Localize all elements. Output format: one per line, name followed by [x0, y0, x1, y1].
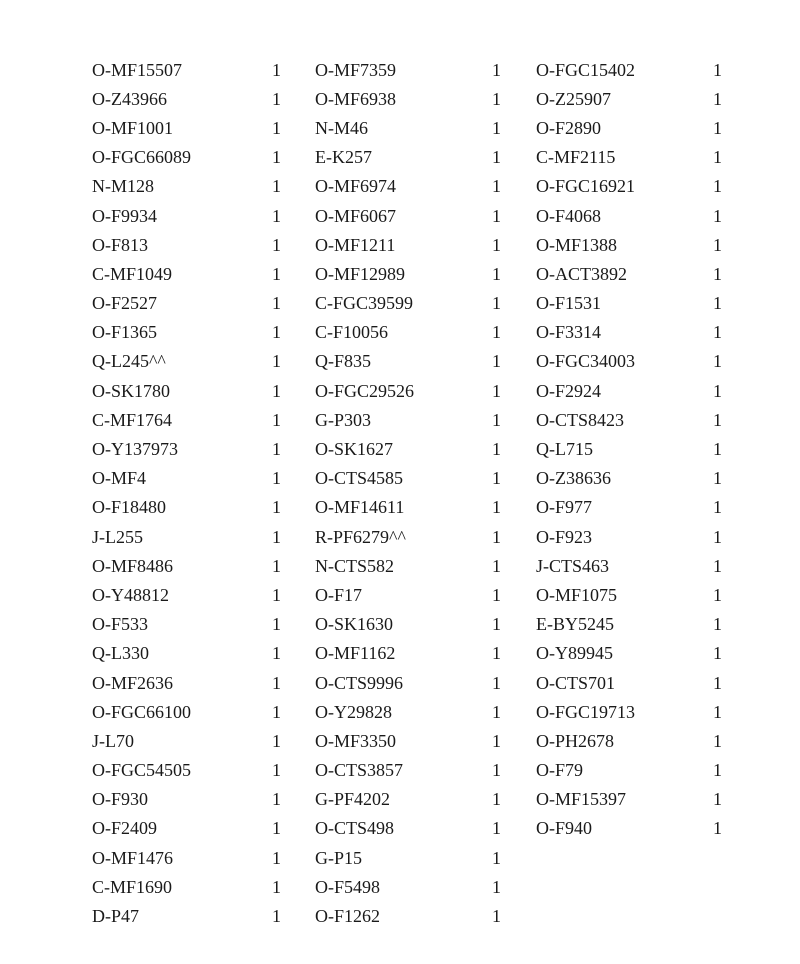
list-item	[315, 464, 501, 493]
marker-count: 1	[713, 263, 722, 284]
list-item	[315, 901, 501, 930]
list-item	[536, 201, 722, 230]
list-item	[92, 464, 281, 493]
marker-count: 1	[272, 263, 281, 284]
list-item	[536, 551, 722, 580]
marker-label: O-Z25907	[536, 88, 611, 109]
marker-count: 1	[713, 760, 722, 781]
marker-label: O-MF1001	[92, 117, 174, 138]
marker-label: O-F18480	[92, 497, 167, 518]
marker-label: O-FGC66089	[92, 147, 192, 168]
list-item	[315, 610, 501, 639]
list-item	[536, 668, 722, 697]
list-item	[536, 143, 722, 172]
marker-label: O-MF14611	[315, 497, 405, 518]
marker-count: 1	[492, 701, 501, 722]
marker-label: O-F4068	[536, 205, 602, 226]
marker-label: O-F1365	[92, 322, 158, 343]
marker-count: 1	[713, 59, 722, 80]
list-item	[315, 668, 501, 697]
marker-count: 1	[492, 176, 501, 197]
marker-label: O-F17	[315, 584, 363, 605]
marker-count: 1	[492, 614, 501, 635]
marker-count: 1	[272, 117, 281, 138]
marker-label: Q-L715	[536, 439, 593, 460]
marker-label: O-F977	[536, 497, 593, 518]
marker-label: J-L255	[92, 526, 143, 547]
marker-label: O-MF7359	[315, 59, 397, 80]
list-item	[315, 347, 501, 376]
list-item	[92, 668, 281, 697]
list-item	[315, 143, 501, 172]
marker-label: O-ACT3892	[536, 263, 627, 284]
marker-label: E-BY5245	[536, 614, 614, 635]
marker-count: 1	[492, 847, 501, 868]
marker-count: 1	[492, 147, 501, 168]
marker-count: 1	[272, 380, 281, 401]
column-2	[315, 55, 501, 931]
list-item	[92, 55, 281, 84]
list-item	[315, 230, 501, 259]
list-item	[92, 639, 281, 668]
column-1	[92, 55, 281, 931]
marker-count: 1	[713, 672, 722, 693]
marker-count: 1	[272, 205, 281, 226]
marker-label: R-PF6279^^	[315, 526, 406, 547]
marker-count: 1	[492, 234, 501, 255]
marker-label: O-CTS8423	[536, 409, 625, 430]
marker-count: 1	[713, 614, 722, 635]
marker-label: J-CTS463	[536, 555, 610, 576]
marker-count: 1	[272, 59, 281, 80]
list-item	[92, 405, 281, 434]
marker-label: O-F813	[92, 234, 149, 255]
list-item	[536, 318, 722, 347]
list-item	[315, 201, 501, 230]
list-item	[536, 376, 722, 405]
marker-label: O-F2924	[536, 380, 602, 401]
list-item	[536, 697, 722, 726]
marker-count: 1	[272, 643, 281, 664]
marker-label: C-MF1764	[92, 409, 173, 430]
marker-count: 1	[492, 497, 501, 518]
marker-count: 1	[713, 409, 722, 430]
marker-label: Q-F835	[315, 351, 372, 372]
marker-label: E-K257	[315, 147, 372, 168]
marker-count: 1	[713, 147, 722, 168]
marker-count: 1	[713, 643, 722, 664]
list-item	[536, 814, 722, 843]
marker-label: O-FGC15402	[536, 59, 636, 80]
marker-count: 1	[713, 818, 722, 839]
marker-count: 1	[713, 88, 722, 109]
list-item	[315, 551, 501, 580]
list-item	[92, 843, 281, 872]
marker-count: 1	[272, 351, 281, 372]
marker-count: 1	[492, 322, 501, 343]
marker-label: D-P47	[92, 906, 140, 927]
marker-label: O-F2890	[536, 117, 602, 138]
marker-count: 1	[492, 293, 501, 314]
list-item	[536, 230, 722, 259]
marker-count: 1	[272, 468, 281, 489]
marker-label: O-F5498	[315, 876, 381, 897]
list-item	[536, 113, 722, 142]
marker-count: 1	[492, 263, 501, 284]
marker-count: 1	[713, 468, 722, 489]
marker-label: O-FGC16921	[536, 176, 636, 197]
list-item	[315, 172, 501, 201]
marker-count: 1	[272, 701, 281, 722]
marker-count: 1	[272, 497, 281, 518]
list-item	[92, 347, 281, 376]
marker-label: O-SK1630	[315, 614, 394, 635]
marker-count: 1	[713, 555, 722, 576]
marker-count: 1	[272, 584, 281, 605]
marker-label: O-F1262	[315, 906, 381, 927]
list-item	[92, 376, 281, 405]
marker-label: O-FGC66100	[92, 701, 192, 722]
list-item	[315, 522, 501, 551]
marker-label: G-PF4202	[315, 789, 391, 810]
marker-count: 1	[713, 730, 722, 751]
marker-count: 1	[492, 643, 501, 664]
marker-count: 1	[492, 876, 501, 897]
marker-label: O-MF1162	[315, 643, 396, 664]
marker-count: 1	[492, 351, 501, 372]
marker-label: O-CTS4585	[315, 468, 404, 489]
list-item	[315, 289, 501, 318]
list-item	[92, 726, 281, 755]
marker-label: N-CTS582	[315, 555, 395, 576]
marker-label: N-M128	[92, 176, 154, 197]
marker-label: O-F79	[536, 760, 584, 781]
list-item	[536, 580, 722, 609]
marker-count: 1	[492, 672, 501, 693]
marker-label: O-Z38636	[536, 468, 611, 489]
column-3	[536, 55, 722, 843]
marker-label: O-FGC54505	[92, 760, 192, 781]
list-item	[315, 434, 501, 463]
marker-count: 1	[272, 672, 281, 693]
marker-label: O-F2527	[92, 293, 158, 314]
marker-count: 1	[492, 380, 501, 401]
marker-count: 1	[492, 205, 501, 226]
list-item	[92, 259, 281, 288]
marker-count: 1	[272, 847, 281, 868]
marker-label: C-MF2115	[536, 147, 616, 168]
list-item	[92, 785, 281, 814]
marker-label: O-Y29828	[315, 701, 392, 722]
marker-count: 1	[492, 439, 501, 460]
marker-count: 1	[272, 906, 281, 927]
marker-count: 1	[492, 409, 501, 430]
list-item	[315, 697, 501, 726]
marker-count: 1	[713, 234, 722, 255]
marker-label: O-PH2678	[536, 730, 615, 751]
marker-label: O-MF15507	[92, 59, 183, 80]
marker-label: Q-L330	[92, 643, 149, 664]
marker-count: 1	[272, 409, 281, 430]
marker-label: O-SK1627	[315, 439, 394, 460]
marker-count: 1	[492, 730, 501, 751]
marker-label: O-MF6938	[315, 88, 397, 109]
list-item	[315, 726, 501, 755]
list-item	[315, 843, 501, 872]
marker-label: O-CTS3857	[315, 760, 404, 781]
marker-count: 1	[713, 205, 722, 226]
marker-count: 1	[272, 555, 281, 576]
list-item	[315, 756, 501, 785]
marker-label: O-MF1211	[315, 234, 396, 255]
marker-label: O-MF12989	[315, 263, 406, 284]
marker-label: O-CTS9996	[315, 672, 404, 693]
list-item	[92, 434, 281, 463]
marker-label: O-F1531	[536, 293, 602, 314]
marker-count: 1	[272, 234, 281, 255]
marker-count: 1	[272, 526, 281, 547]
list-item	[536, 172, 722, 201]
marker-label: G-P303	[315, 409, 372, 430]
marker-count: 1	[492, 584, 501, 605]
list-item	[92, 551, 281, 580]
marker-label: O-F2409	[92, 818, 158, 839]
list-item	[536, 434, 722, 463]
marker-label: O-MF3350	[315, 730, 397, 751]
marker-label: G-P15	[315, 847, 363, 868]
marker-count: 1	[492, 555, 501, 576]
list-item	[315, 405, 501, 434]
marker-count: 1	[713, 380, 722, 401]
marker-label: O-MF1388	[536, 234, 618, 255]
marker-count: 1	[713, 439, 722, 460]
marker-count: 1	[492, 117, 501, 138]
marker-count: 1	[713, 117, 722, 138]
marker-label: O-Z43966	[92, 88, 167, 109]
list-item	[536, 610, 722, 639]
list-item	[536, 639, 722, 668]
marker-label: O-MF6067	[315, 205, 397, 226]
list-item	[92, 580, 281, 609]
list-item	[536, 405, 722, 434]
marker-count: 1	[272, 614, 281, 635]
list-item	[536, 55, 722, 84]
list-item	[315, 493, 501, 522]
list-item	[536, 493, 722, 522]
marker-count: 1	[492, 59, 501, 80]
list-item	[315, 84, 501, 113]
marker-count: 1	[713, 526, 722, 547]
marker-label: N-M46	[315, 117, 368, 138]
marker-count: 1	[272, 439, 281, 460]
list-item	[315, 113, 501, 142]
list-item	[536, 522, 722, 551]
list-item	[92, 84, 281, 113]
marker-label: O-MF4	[92, 468, 147, 489]
marker-label: O-SK1780	[92, 380, 171, 401]
marker-label: J-L70	[92, 730, 134, 751]
marker-count: 1	[713, 176, 722, 197]
list-item	[315, 318, 501, 347]
list-item	[92, 201, 281, 230]
marker-label: Q-L245^^	[92, 351, 166, 372]
marker-label: O-FGC29526	[315, 380, 415, 401]
list-item	[536, 726, 722, 755]
marker-count: 1	[713, 584, 722, 605]
list-item	[536, 756, 722, 785]
marker-label: O-F3314	[536, 322, 602, 343]
list-item	[315, 259, 501, 288]
list-item	[92, 872, 281, 901]
marker-count: 1	[492, 760, 501, 781]
marker-label: O-MF6974	[315, 176, 397, 197]
marker-count: 1	[713, 701, 722, 722]
marker-label: O-Y48812	[92, 584, 169, 605]
marker-label: O-F940	[536, 818, 593, 839]
marker-count: 1	[713, 497, 722, 518]
marker-count: 1	[272, 293, 281, 314]
marker-label: O-Y137973	[92, 439, 178, 460]
marker-label: O-MF2636	[92, 672, 174, 693]
list-item	[536, 464, 722, 493]
marker-count: 1	[492, 818, 501, 839]
marker-label: O-MF8486	[92, 555, 174, 576]
list-item	[315, 376, 501, 405]
list-item	[536, 347, 722, 376]
list-item	[92, 756, 281, 785]
marker-count: 1	[272, 730, 281, 751]
list-item	[92, 143, 281, 172]
list-item	[92, 172, 281, 201]
marker-label: O-CTS701	[536, 672, 616, 693]
marker-label: O-MF1075	[536, 584, 618, 605]
list-item	[92, 901, 281, 930]
marker-label: O-F533	[92, 614, 149, 635]
marker-label: O-FGC34003	[536, 351, 636, 372]
marker-count: 1	[272, 818, 281, 839]
marker-count: 1	[272, 789, 281, 810]
marker-count: 1	[713, 293, 722, 314]
list-item	[315, 785, 501, 814]
marker-count: 1	[492, 88, 501, 109]
marker-count: 1	[492, 468, 501, 489]
marker-count: 1	[272, 876, 281, 897]
list-item	[315, 872, 501, 901]
marker-label: O-CTS498	[315, 818, 395, 839]
marker-label: O-MF15397	[536, 789, 627, 810]
marker-count: 1	[713, 322, 722, 343]
marker-count: 1	[272, 88, 281, 109]
marker-label: O-F9934	[92, 205, 158, 226]
list-item	[92, 318, 281, 347]
marker-label: C-MF1049	[92, 263, 173, 284]
list-item	[92, 610, 281, 639]
list-item	[92, 697, 281, 726]
list-item	[92, 522, 281, 551]
marker-label: C-MF1690	[92, 876, 173, 897]
list-item	[92, 113, 281, 142]
marker-count: 1	[492, 789, 501, 810]
marker-count: 1	[272, 147, 281, 168]
list-item	[536, 84, 722, 113]
marker-label: O-FGC19713	[536, 701, 636, 722]
list-item	[92, 289, 281, 318]
marker-label: O-F923	[536, 526, 593, 547]
marker-count: 1	[492, 906, 501, 927]
marker-label: O-Y89945	[536, 643, 613, 664]
list-item	[315, 814, 501, 843]
marker-label: O-MF1476	[92, 847, 174, 868]
list-item	[92, 814, 281, 843]
list-item	[536, 259, 722, 288]
list-item	[536, 289, 722, 318]
list-item	[536, 785, 722, 814]
marker-label: C-FGC39599	[315, 293, 414, 314]
marker-count: 1	[272, 322, 281, 343]
marker-count: 1	[272, 760, 281, 781]
list-item	[92, 493, 281, 522]
marker-label: O-F930	[92, 789, 149, 810]
marker-label: C-F10056	[315, 322, 389, 343]
list-item	[92, 230, 281, 259]
list-item	[315, 639, 501, 668]
marker-count: 1	[713, 351, 722, 372]
marker-count: 1	[492, 526, 501, 547]
list-item	[315, 580, 501, 609]
marker-count: 1	[713, 789, 722, 810]
marker-count: 1	[272, 176, 281, 197]
list-item	[315, 55, 501, 84]
